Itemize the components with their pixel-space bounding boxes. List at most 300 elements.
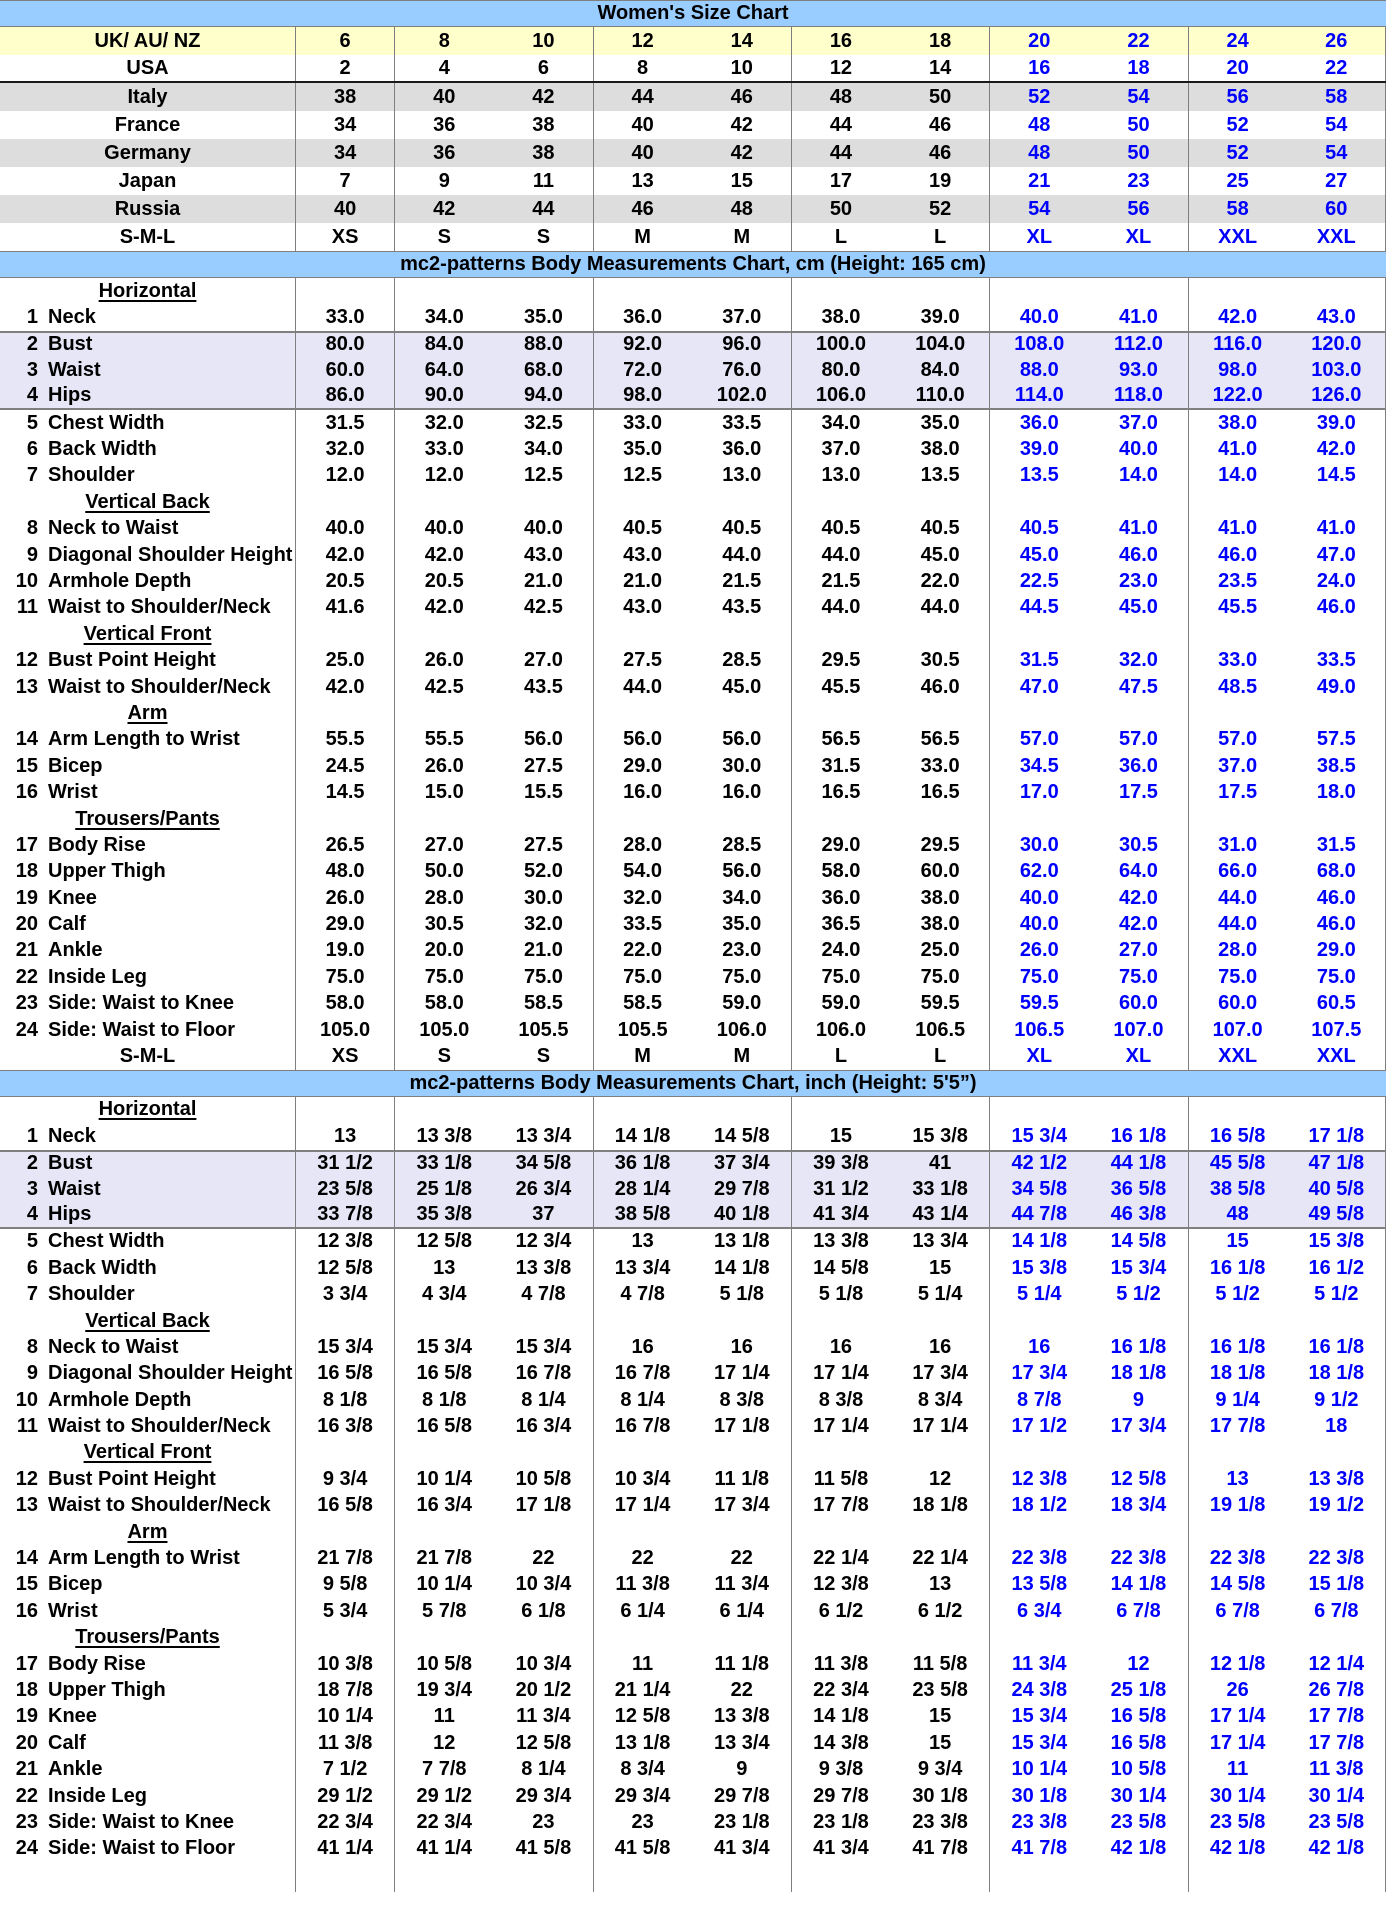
value-cell: 16 xyxy=(989,1334,1088,1360)
value-cell: 32.5 xyxy=(523,411,563,434)
value-cell: 16 5/8 xyxy=(1110,1731,1167,1754)
value-cell: 23 5/8 xyxy=(1287,1809,1386,1835)
value-cell: 9 3/4 xyxy=(917,1758,963,1781)
row-label: Neck xyxy=(48,306,96,329)
row-label: Ankle xyxy=(48,1758,103,1781)
empty-cell xyxy=(1188,489,1287,515)
value-cell: 40 1/8 xyxy=(713,1202,770,1225)
table-row-calf xyxy=(0,1730,1386,1756)
empty-cell xyxy=(692,1097,791,1123)
value-cell: 46 xyxy=(928,141,952,164)
value-cell: 16 xyxy=(791,27,890,55)
row-label: Arm Length to Wrist xyxy=(48,728,240,751)
value-cell: 12 5/8 xyxy=(295,1255,394,1281)
value-cell: 5 3/4 xyxy=(295,1598,394,1624)
value-cell: 9 1/2 xyxy=(1287,1387,1386,1413)
table-row-usa xyxy=(0,55,1386,83)
value-cell: 35.0 xyxy=(722,913,762,936)
row-number: 14 xyxy=(15,1547,38,1570)
value-cell: 14.0 xyxy=(1118,464,1158,487)
empty-cell xyxy=(989,489,1088,515)
value-cell: 15.0 xyxy=(394,779,493,805)
value-cell: 45.0 xyxy=(920,543,960,566)
value-cell: 22 3/4 xyxy=(791,1677,890,1703)
value-cell: 16 xyxy=(928,1335,952,1358)
value-cell: 37 3/4 xyxy=(713,1152,770,1175)
value-cell: 80.0 xyxy=(791,357,890,383)
value-cell: 41 5/8 xyxy=(515,1837,572,1860)
value-cell: 72.0 xyxy=(593,357,692,383)
value-cell: 8 xyxy=(593,55,692,81)
table-row-waist-to-shoulder-neck xyxy=(0,595,1386,621)
value-cell: 22.5 xyxy=(989,568,1088,594)
row-header xyxy=(0,1176,295,1202)
empty-cell xyxy=(791,1625,890,1651)
row-number: 22 xyxy=(15,965,38,988)
value-cell: 37 xyxy=(532,1202,555,1225)
value-cell: 16 1/8 xyxy=(1110,1335,1167,1358)
value-cell: 45.5 xyxy=(791,674,890,700)
value-cell: 42 xyxy=(730,141,753,164)
table-row-vertical-back xyxy=(0,489,1386,515)
value-cell: 27.0 xyxy=(1118,939,1158,962)
value-cell: 36.0 xyxy=(722,438,762,461)
cm-measurements-chart-title: mc2-patterns Body Measurements Chart, cm (Height: 165 cm) xyxy=(0,251,1386,278)
empty-cell xyxy=(394,621,493,647)
empty-cell xyxy=(295,1097,394,1123)
value-cell: 106.0 xyxy=(791,1017,890,1043)
value-cell: 42 xyxy=(532,85,555,108)
value-cell: 25 1/8 xyxy=(394,1176,493,1202)
value-cell: 43.0 xyxy=(523,543,563,566)
row-label: Chest Width xyxy=(48,411,165,434)
table-row-diagonal-shoulder-height xyxy=(0,1361,1386,1387)
empty-cell xyxy=(692,489,791,515)
value-cell: 46 3/8 xyxy=(1110,1202,1167,1225)
value-cell: 6 7/8 xyxy=(1287,1598,1386,1624)
empty-cell xyxy=(989,1308,1088,1334)
value-cell: L xyxy=(934,225,947,248)
value-cell: 14.5 xyxy=(1287,463,1386,489)
value-cell: 120.0 xyxy=(1287,333,1386,357)
value-cell: 40.5 xyxy=(722,517,762,540)
value-cell: 6 3/4 xyxy=(989,1598,1088,1624)
row-label: Knee xyxy=(48,1705,97,1728)
value-cell: 11 xyxy=(593,1651,692,1677)
table-row-neck-to-waist xyxy=(0,1334,1386,1360)
table-row-inside-leg xyxy=(0,964,1386,990)
value-cell: 10 xyxy=(730,56,753,79)
value-cell: 75.0 xyxy=(523,965,563,988)
value-cell: 44.0 xyxy=(593,674,692,700)
empty-cell xyxy=(1287,1519,1386,1545)
row-number: 8 xyxy=(26,1335,38,1358)
value-cell: L xyxy=(934,1045,947,1068)
value-cell: 19 3/4 xyxy=(394,1677,493,1703)
value-cell: 102.0 xyxy=(716,384,767,407)
value-cell: 16.0 xyxy=(593,779,692,805)
value-cell: 75.0 xyxy=(1287,964,1386,990)
empty-cell xyxy=(890,1440,989,1466)
value-cell: 17.5 xyxy=(1188,779,1287,805)
value-cell: 126.0 xyxy=(1287,384,1386,408)
value-cell: 40.5 xyxy=(989,516,1088,542)
empty-cell xyxy=(692,806,791,832)
value-cell: 5 1/2 xyxy=(1116,1283,1161,1306)
row-header xyxy=(0,1017,295,1043)
value-cell: 20.0 xyxy=(394,938,493,964)
empty-cell xyxy=(493,489,592,515)
row-label: Shoulder xyxy=(48,1283,135,1306)
value-cell: 30.0 xyxy=(989,832,1088,858)
row-label: Bicep xyxy=(48,1573,103,1596)
value-cell: 30.0 xyxy=(523,886,563,909)
value-cell: 16 5/8 xyxy=(1110,1705,1167,1728)
value-cell: 66.0 xyxy=(1188,859,1287,885)
value-cell: 15 xyxy=(791,1123,890,1149)
value-cell: 41 3/4 xyxy=(791,1202,890,1226)
value-cell: 46.0 xyxy=(1287,911,1386,937)
table-row-neck-to-waist xyxy=(0,516,1386,542)
value-cell: 44.0 xyxy=(791,595,890,621)
empty-cell xyxy=(1287,806,1386,832)
empty-cell xyxy=(890,1097,989,1123)
value-cell: 41 3/4 xyxy=(791,1836,890,1862)
empty-cell xyxy=(791,621,890,647)
value-cell: 16 5/8 xyxy=(394,1413,493,1439)
value-cell: 29.0 xyxy=(295,911,394,937)
value-cell: 14 5/8 xyxy=(1110,1230,1167,1253)
row-header xyxy=(0,1123,295,1149)
value-cell: 38 5/8 xyxy=(1188,1176,1287,1202)
value-cell: 96.0 xyxy=(722,333,762,356)
section-header xyxy=(0,621,295,647)
value-cell: 16 5/8 xyxy=(1188,1123,1287,1149)
value-cell: 25.0 xyxy=(295,647,394,673)
value-cell: 8 7/8 xyxy=(989,1387,1088,1413)
value-cell: 48 xyxy=(989,111,1088,139)
value-cell: 16 7/8 xyxy=(593,1361,692,1387)
value-cell: 14 5/8 xyxy=(791,1255,890,1281)
value-cell: 13 3/8 xyxy=(1287,1466,1386,1492)
value-cell: 107.0 xyxy=(1188,1017,1287,1043)
value-cell: 42 xyxy=(730,113,753,136)
empty-cell xyxy=(295,700,394,726)
table-row-neck xyxy=(0,1123,1386,1149)
value-cell: 23 xyxy=(593,1809,692,1835)
value-cell: 38.0 xyxy=(920,913,960,936)
row-number: 5 xyxy=(26,411,38,434)
row-number: 17 xyxy=(15,1652,38,1675)
value-cell: 54 xyxy=(1287,111,1386,139)
section-label: Vertical Back xyxy=(85,1309,210,1332)
empty-cell xyxy=(989,1862,1088,1892)
value-cell: 39 3/8 xyxy=(791,1152,890,1176)
table-row-trousers-pants xyxy=(0,1625,1386,1651)
row-label: Inside Leg xyxy=(48,965,147,988)
table-row-wrist xyxy=(0,1598,1386,1624)
value-cell: 22 1/4 xyxy=(791,1545,890,1571)
value-cell: 88.0 xyxy=(523,333,563,356)
value-cell: 34.0 xyxy=(523,438,563,461)
row-header xyxy=(0,674,295,700)
value-cell: 46.0 xyxy=(920,675,960,698)
value-cell: 12.5 xyxy=(523,464,563,487)
empty-cell xyxy=(1088,621,1187,647)
value-cell: 10 5/8 xyxy=(1110,1758,1167,1781)
value-cell: 5 1/2 xyxy=(1188,1281,1287,1307)
value-cell: 11 1/8 xyxy=(714,1467,770,1490)
empty-cell xyxy=(394,1519,493,1545)
value-cell: 41.0 xyxy=(1118,517,1158,540)
row-label: Calf xyxy=(48,1731,86,1754)
empty-cell xyxy=(890,700,989,726)
value-cell: 11 3/4 xyxy=(989,1651,1088,1677)
row-label: Waist to Shoulder/Neck xyxy=(48,1494,271,1517)
value-cell: 45.0 xyxy=(989,542,1088,568)
row-label: Side: Waist to Knee xyxy=(48,992,234,1015)
row-number: 15 xyxy=(15,1573,38,1596)
empty-cell xyxy=(394,700,493,726)
value-cell: 27.5 xyxy=(593,647,692,673)
value-cell: 57.0 xyxy=(1118,728,1158,751)
value-cell: 30.5 xyxy=(920,649,960,672)
value-cell: 14 5/8 xyxy=(713,1124,770,1147)
value-cell: 22 3/8 xyxy=(1287,1545,1386,1571)
empty-cell xyxy=(989,278,1088,304)
empty-cell xyxy=(394,1308,493,1334)
value-cell: 27 xyxy=(1287,167,1386,195)
table-row-ankle xyxy=(0,1756,1386,1782)
value-cell: 17 7/8 xyxy=(791,1493,890,1519)
row-number: 24 xyxy=(15,1837,38,1860)
value-cell: 23.0 xyxy=(1118,569,1158,592)
value-cell: 80.0 xyxy=(295,333,394,357)
value-cell: 13 3/8 xyxy=(713,1705,770,1728)
value-cell: 59.0 xyxy=(722,992,762,1015)
value-cell: 41.6 xyxy=(295,595,394,621)
value-cell: 15 xyxy=(1188,1229,1287,1255)
table-row-s-m-l xyxy=(0,223,1386,251)
value-cell: 26 xyxy=(1287,27,1386,55)
value-cell: 41 7/8 xyxy=(989,1836,1088,1862)
row-header xyxy=(0,753,295,779)
value-cell: 26.5 xyxy=(295,832,394,858)
value-cell: 7 xyxy=(295,167,394,195)
section-label: Trousers/Pants xyxy=(75,1626,220,1649)
empty-cell xyxy=(394,1862,493,1892)
value-cell: 92.0 xyxy=(593,333,692,357)
value-cell: 6 7/8 xyxy=(1188,1598,1287,1624)
value-cell: 14.0 xyxy=(1188,463,1287,489)
value-cell: 11 3/8 xyxy=(593,1572,692,1598)
row-header xyxy=(0,911,295,937)
value-cell: 37.0 xyxy=(1188,753,1287,779)
row-number: 17 xyxy=(15,833,38,856)
value-cell: 14.5 xyxy=(295,779,394,805)
value-cell: 13 xyxy=(593,167,692,195)
value-cell: 26 3/4 xyxy=(515,1177,572,1200)
value-cell: 98.0 xyxy=(1188,357,1287,383)
value-cell: 33 7/8 xyxy=(295,1202,394,1226)
value-cell: 19 xyxy=(928,169,952,192)
value-cell: 64.0 xyxy=(394,357,493,383)
value-cell: 108.0 xyxy=(989,333,1088,357)
table-row-body-rise xyxy=(0,832,1386,858)
row-header xyxy=(0,727,295,753)
value-cell: 29 7/8 xyxy=(713,1784,770,1807)
value-cell: 75.0 xyxy=(920,965,960,988)
empty-cell xyxy=(295,278,394,304)
value-cell: 16 1/2 xyxy=(1287,1255,1386,1281)
value-cell: 16 1/8 xyxy=(1188,1255,1287,1281)
row-number: 2 xyxy=(26,1152,38,1175)
value-cell: 12 3/8 xyxy=(791,1572,890,1598)
table-row-side-waist-to-knee xyxy=(0,1809,1386,1835)
row-number: 10 xyxy=(15,1388,38,1411)
value-cell: 34.0 xyxy=(722,886,762,909)
empty-cell xyxy=(593,700,692,726)
row-number: 24 xyxy=(15,1018,38,1041)
table-row-bust-point-height xyxy=(0,647,1386,673)
value-cell: 26.0 xyxy=(394,647,493,673)
value-cell: 16 xyxy=(989,55,1088,81)
section-header xyxy=(0,1519,295,1545)
value-cell: 42.0 xyxy=(295,674,394,700)
value-cell: 31.5 xyxy=(295,410,394,436)
value-cell: 106.5 xyxy=(989,1017,1088,1043)
value-cell: 17.5 xyxy=(1118,781,1158,804)
value-cell: 44 xyxy=(791,139,890,167)
value-cell: 5 1/4 xyxy=(989,1281,1088,1307)
value-cell: 7 7/8 xyxy=(394,1756,493,1782)
table-row-hips xyxy=(0,384,1386,410)
value-cell: 17 1/4 xyxy=(791,1413,890,1439)
value-cell: 30 1/8 xyxy=(912,1784,968,1807)
table-row-armhole-depth xyxy=(0,568,1386,594)
value-cell: 6 1/2 xyxy=(791,1598,890,1624)
value-cell: 6 xyxy=(537,56,549,79)
value-cell: 47 1/8 xyxy=(1287,1152,1386,1176)
value-cell: 12 3/8 xyxy=(989,1466,1088,1492)
value-cell: 35.0 xyxy=(523,306,563,329)
row-label: Ankle xyxy=(48,939,103,962)
row-number: 23 xyxy=(15,1810,38,1833)
value-cell: 41.0 xyxy=(1287,516,1386,542)
value-cell: 40.0 xyxy=(295,516,394,542)
empty-cell xyxy=(890,806,989,832)
value-cell: 60.0 xyxy=(1118,992,1158,1015)
row-label: Wrist xyxy=(48,1599,98,1622)
value-cell: 12 3/4 xyxy=(515,1230,572,1253)
table-row-side-waist-to-knee xyxy=(0,991,1386,1017)
value-cell: 94.0 xyxy=(523,384,563,407)
value-cell: 46 xyxy=(730,85,753,108)
value-cell: 10 1/4 xyxy=(295,1704,394,1730)
value-cell: 52 xyxy=(1188,111,1287,139)
value-cell: 40 xyxy=(295,195,394,223)
value-cell: 10 5/8 xyxy=(515,1467,572,1490)
value-cell: 42.5 xyxy=(523,596,563,619)
value-cell: 57.5 xyxy=(1287,727,1386,753)
row-number: 2 xyxy=(26,333,38,356)
value-cell: 9 5/8 xyxy=(295,1572,394,1598)
value-cell: 48 xyxy=(989,139,1088,167)
value-cell: 40 5/8 xyxy=(1287,1176,1386,1202)
value-cell: 17 1/4 xyxy=(593,1493,692,1519)
row-header xyxy=(0,859,295,885)
row-number: 1 xyxy=(26,1124,38,1147)
value-cell: 23.0 xyxy=(722,939,762,962)
row-label: Neck xyxy=(48,1124,96,1147)
value-cell: 56 xyxy=(1127,197,1150,220)
table-row-russia xyxy=(0,195,1386,223)
row-number: 16 xyxy=(15,781,38,804)
table-row-arm-length-to-wrist xyxy=(0,1545,1386,1571)
value-cell: 28 1/4 xyxy=(593,1176,692,1202)
value-cell: 22 xyxy=(1127,29,1150,52)
value-cell: 36.0 xyxy=(989,410,1088,436)
value-cell: 12.0 xyxy=(295,463,394,489)
value-cell: 24.0 xyxy=(1287,568,1386,594)
table-row-waist-to-shoulder-neck xyxy=(0,1493,1386,1519)
value-cell: 28.0 xyxy=(1188,938,1287,964)
row-number: 9 xyxy=(26,1362,38,1385)
value-cell: 84.0 xyxy=(920,358,960,381)
value-cell: 8 3/8 xyxy=(791,1387,890,1413)
row-number: 12 xyxy=(15,649,38,672)
value-cell: 5 1/2 xyxy=(1287,1281,1386,1307)
value-cell: 54 xyxy=(989,195,1088,223)
value-cell: 52.0 xyxy=(523,860,563,883)
value-cell: 12.0 xyxy=(394,463,493,489)
value-cell: 58.0 xyxy=(295,991,394,1017)
row-header xyxy=(0,463,295,489)
value-cell: 24 xyxy=(1188,27,1287,55)
value-cell: 43.0 xyxy=(1287,304,1386,330)
empty-cell xyxy=(295,1862,394,1892)
row-header xyxy=(0,1387,295,1413)
value-cell: 29 3/4 xyxy=(593,1783,692,1809)
value-cell: 14 1/8 xyxy=(989,1229,1088,1255)
value-cell: 17 7/8 xyxy=(1188,1413,1287,1439)
value-cell: 35.0 xyxy=(920,411,960,434)
value-cell: 11 xyxy=(1188,1756,1287,1782)
empty-cell xyxy=(692,1440,791,1466)
inch-measurements-chart-title: mc2-patterns Body Measurements Chart, inch (Height: 5'5”) xyxy=(0,1070,1386,1097)
value-cell: 13.0 xyxy=(722,464,762,487)
value-cell: 42.0 xyxy=(1118,913,1158,936)
empty-cell xyxy=(493,621,592,647)
value-cell: 22 1/4 xyxy=(912,1547,968,1570)
value-cell: 22 xyxy=(730,1679,753,1701)
value-cell: 21.0 xyxy=(523,569,563,592)
value-cell: 30 1/4 xyxy=(1110,1784,1167,1807)
value-cell: 17 1/2 xyxy=(989,1413,1088,1439)
empty-cell xyxy=(1188,1625,1287,1651)
value-cell: 16 1/8 xyxy=(1287,1334,1386,1360)
row-number: 11 xyxy=(16,596,38,619)
empty-label-cell xyxy=(0,1862,295,1892)
empty-cell xyxy=(890,1519,989,1545)
row-header xyxy=(0,1651,295,1677)
value-cell: 16 5/8 xyxy=(394,1361,493,1387)
value-cell: 106.0 xyxy=(791,384,890,408)
value-cell: 84.0 xyxy=(394,333,493,357)
value-cell: 56.0 xyxy=(593,727,692,753)
value-cell: 24 3/8 xyxy=(989,1677,1088,1703)
row-label: Bust xyxy=(48,333,93,356)
